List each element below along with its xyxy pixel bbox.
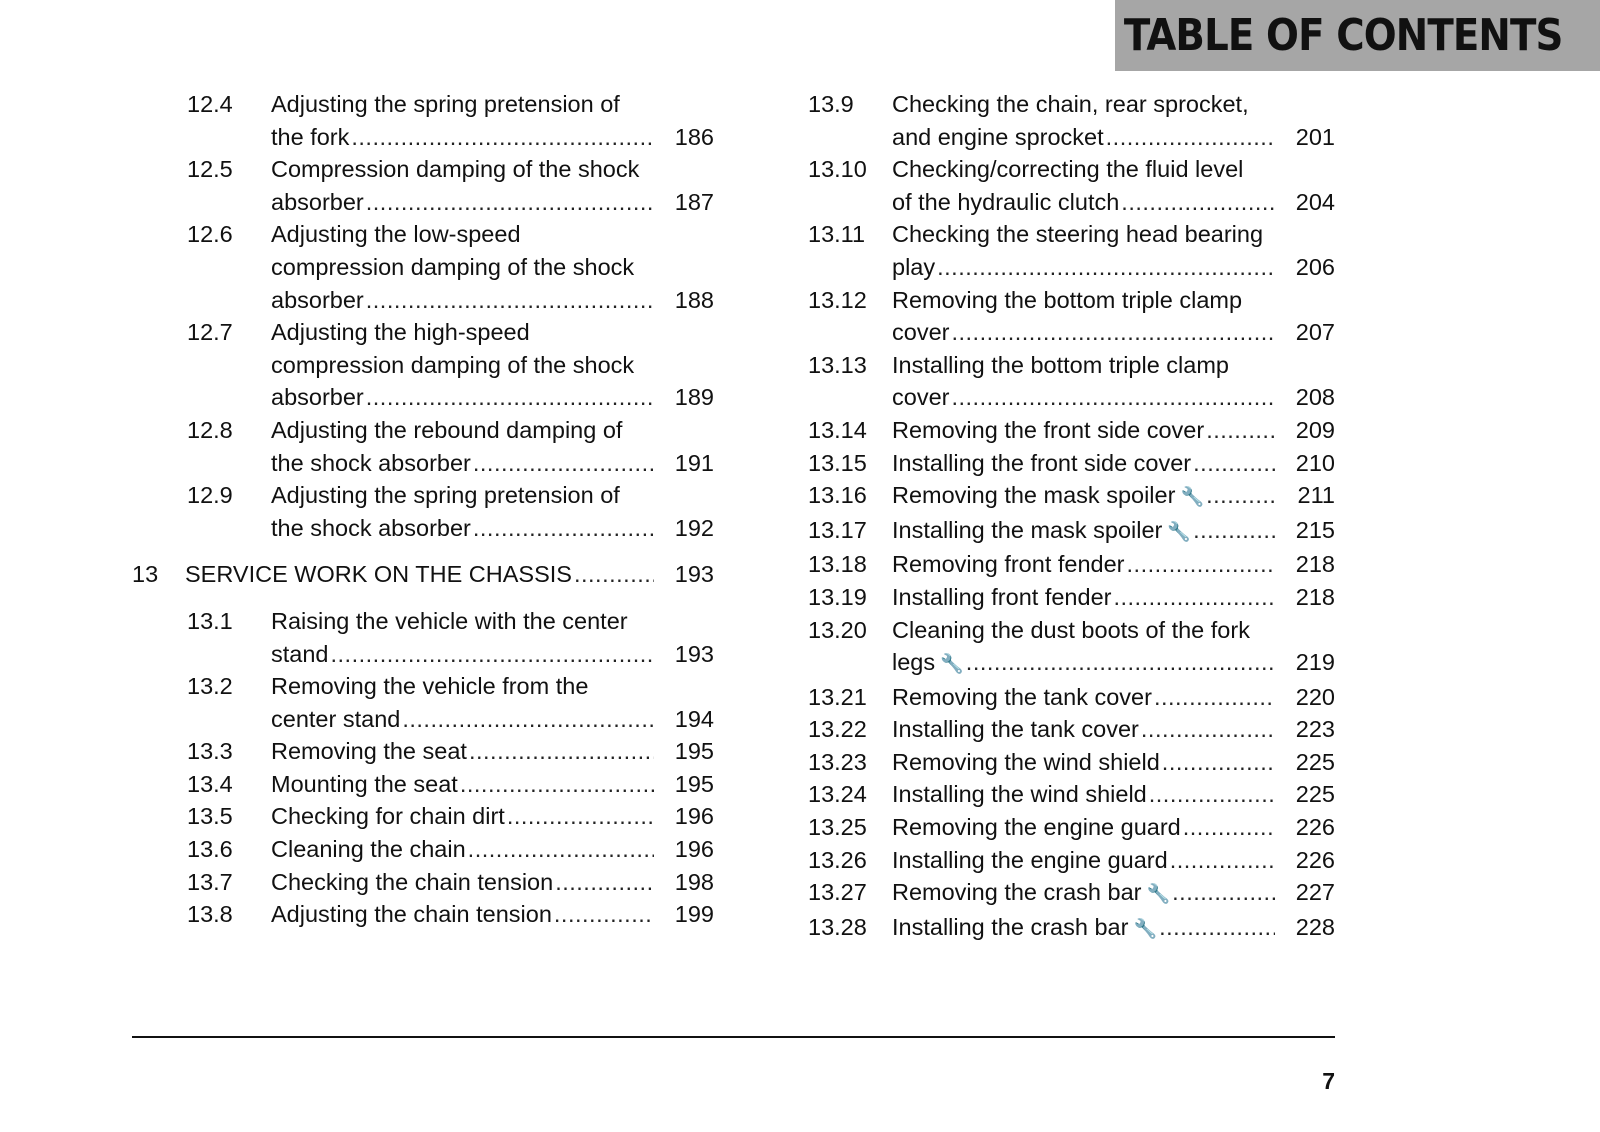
dot-leader — [1149, 778, 1275, 811]
entry-page: 225 — [1295, 781, 1335, 808]
toc-entry-12-8[interactable] — [132, 414, 714, 479]
entry-title-line: Installing the bottom triple clamp — [892, 351, 1229, 378]
dot-leader — [473, 447, 654, 480]
entry-number: 13.4 — [187, 770, 233, 797]
entry-page: 199 — [674, 901, 714, 928]
dot-leader — [1113, 581, 1275, 614]
entry-title-line: Adjusting the high-speed — [271, 319, 530, 346]
entry-page: 198 — [674, 868, 714, 895]
dot-leader — [951, 381, 1275, 414]
toc-entry-13-26[interactable] — [808, 844, 1335, 877]
entry-number: 13.19 — [808, 583, 867, 610]
entry-title-line: Installing the wind shield — [892, 781, 1147, 808]
entry-number: 12.7 — [187, 319, 233, 346]
dot-leader — [1172, 876, 1275, 909]
toc-list-13b — [808, 88, 1335, 945]
chapter-page: 193 — [674, 561, 714, 588]
entry-title-line: cover — [892, 319, 950, 346]
entry-number: 13.28 — [808, 913, 867, 940]
toc-entry-13-13[interactable] — [808, 349, 1335, 414]
dot-leader — [555, 866, 654, 899]
entry-number: 13.20 — [808, 616, 867, 643]
entry-title-line: Removing the wind shield — [892, 748, 1160, 775]
toc-entry-12-5[interactable] — [132, 153, 714, 218]
entry-title-line: Cleaning the chain — [271, 836, 466, 863]
wrench-icon: 🔧 — [1133, 917, 1158, 940]
dot-leader — [1193, 514, 1275, 547]
toc-entry-13-17[interactable] — [808, 514, 1335, 549]
dot-leader — [366, 186, 654, 219]
entry-page: 187 — [674, 188, 714, 215]
entry-title-line: Removing the vehicle from the — [271, 673, 589, 700]
toc-entry-12-9[interactable] — [132, 479, 714, 544]
toc-entry-13-19[interactable] — [808, 581, 1335, 614]
toc-entry-12-4[interactable] — [132, 88, 714, 153]
entry-number: 13.25 — [808, 814, 867, 841]
entry-title-line: Adjusting the low-speed — [271, 221, 521, 248]
entry-page: 227 — [1295, 879, 1335, 906]
entry-title-line: Compression damping of the shock — [271, 156, 640, 183]
entry-title-line: Removing the front side cover — [892, 416, 1205, 443]
footer-rule — [132, 1036, 1335, 1038]
entry-page: 210 — [1295, 449, 1335, 476]
entry-page: 226 — [1295, 814, 1335, 841]
dot-leader — [937, 251, 1275, 284]
dot-leader — [1183, 811, 1275, 844]
toc-entry-13-8[interactable] — [132, 898, 714, 931]
toc-entry-13-15[interactable] — [808, 447, 1335, 480]
toc-chapter-13[interactable] — [132, 558, 714, 591]
toc-left-column — [132, 88, 714, 931]
entry-page: 204 — [1295, 188, 1335, 215]
entry-page: 196 — [674, 803, 714, 830]
toc-entry-13-7[interactable] — [132, 866, 714, 899]
entry-number: 12.9 — [187, 482, 233, 509]
toc-list-12 — [132, 88, 714, 544]
entry-title-line: play — [892, 253, 936, 280]
entry-title-line: the shock absorber — [271, 449, 471, 476]
toc-entry-13-10[interactable] — [808, 153, 1335, 218]
entry-page: 186 — [674, 123, 714, 150]
entry-page: 206 — [1295, 253, 1335, 280]
entry-title-line: Installing the crash bar — [892, 913, 1129, 940]
entry-page: 192 — [674, 514, 714, 541]
entry-title-line: absorber — [271, 384, 364, 411]
dot-leader — [331, 638, 655, 671]
entry-number: 13.6 — [187, 836, 233, 863]
entry-number: 13.22 — [808, 716, 867, 743]
entry-number: 13.18 — [808, 551, 867, 578]
entry-page: 219 — [1295, 649, 1335, 676]
entry-title-line: center stand — [271, 705, 401, 732]
toc-entry-12-7[interactable] — [132, 316, 714, 414]
entry-number: 12.8 — [187, 416, 233, 443]
toc-entry-13-11[interactable] — [808, 218, 1335, 283]
entry-page: 196 — [674, 836, 714, 863]
dot-leader — [402, 703, 654, 736]
toc-entry-13-3[interactable] — [132, 735, 714, 768]
entry-title-line: stand — [271, 640, 329, 667]
entry-title-line: legs — [892, 649, 936, 676]
entry-title-line: Removing the tank cover — [892, 683, 1152, 710]
dot-leader — [351, 121, 654, 154]
entry-page: 218 — [1295, 583, 1335, 610]
toc-entry-13-2[interactable] — [132, 670, 714, 735]
entry-page: 191 — [674, 449, 714, 476]
entry-number: 13.11 — [808, 221, 866, 248]
entry-title-line: Adjusting the spring pretension of — [271, 91, 620, 117]
chapter-number: 13 — [132, 561, 159, 588]
entry-page: 223 — [1295, 716, 1335, 743]
entry-title-line: Raising the vehicle with the center — [271, 607, 628, 634]
dot-leader — [366, 381, 654, 414]
dot-leader — [460, 768, 654, 801]
entry-title-line: Installing the tank cover — [892, 716, 1139, 743]
entry-title-line: Checking for chain dirt — [271, 803, 505, 830]
entry-number: 13.26 — [808, 846, 867, 873]
toc-entry-13-25[interactable] — [808, 811, 1335, 844]
entry-number: 13.14 — [808, 416, 867, 443]
entry-title-line: the shock absorber — [271, 514, 471, 541]
entry-page: 208 — [1295, 384, 1335, 411]
entry-title-line: the fork — [271, 123, 350, 150]
wrench-icon: 🔧 — [1167, 520, 1192, 543]
entry-title-line: Mounting the seat — [271, 770, 458, 797]
wrench-icon: 🔧 — [940, 653, 964, 676]
entry-title-line: Removing the mask spoiler — [892, 482, 1176, 509]
section-title: TABLE OF CONTENTS — [1123, 10, 1562, 61]
dot-leader — [966, 646, 1275, 679]
dot-leader — [468, 833, 654, 866]
entry-title-line: Adjusting the chain tension — [271, 901, 552, 928]
toc-entry-13-12[interactable] — [808, 284, 1335, 349]
toc-entry-13-21[interactable] — [808, 681, 1335, 714]
entry-title-line: Checking the steering head bearing — [892, 221, 1264, 248]
entry-number: 13.16 — [808, 482, 867, 509]
entry-number: 13.21 — [808, 683, 867, 710]
toc-list-13a — [132, 605, 714, 931]
entry-number: 13.15 — [808, 449, 867, 476]
entry-page: 218 — [1295, 551, 1335, 578]
entry-title-line: Adjusting the rebound damping of — [271, 416, 623, 443]
toc-entry-13-1[interactable] — [132, 605, 714, 670]
wrench-icon: 🔧 — [1180, 486, 1205, 509]
entry-title-line: absorber — [271, 286, 364, 313]
toc-entry-13-16[interactable] — [808, 479, 1335, 514]
dot-leader — [1141, 713, 1275, 746]
entry-number: 13.13 — [808, 351, 867, 378]
entry-page: 226 — [1295, 846, 1335, 873]
entry-number: 13.27 — [808, 879, 867, 906]
dot-leader — [1162, 746, 1275, 779]
dot-leader — [469, 735, 654, 768]
dot-leader — [1154, 681, 1275, 714]
entry-page: 207 — [1295, 319, 1335, 346]
toc-entry-13-4[interactable] — [132, 768, 714, 801]
entry-title-line: Checking/correcting the fluid level — [892, 156, 1244, 183]
entry-page: 211 — [1297, 482, 1335, 509]
toc-entry-13-5[interactable] — [132, 800, 714, 833]
toc-entry-13-27[interactable] — [808, 876, 1335, 911]
entry-page: 195 — [674, 770, 714, 797]
page-number: 7 — [1322, 1068, 1335, 1094]
dot-leader — [1127, 548, 1275, 581]
entry-title-line: Installing front fender — [892, 583, 1112, 610]
entry-number: 13.23 — [808, 748, 867, 775]
toc-entry-13-6[interactable] — [132, 833, 714, 866]
toc-right-column — [808, 88, 1335, 945]
entry-title-line: Removing the bottom triple clamp — [892, 286, 1243, 313]
entry-number: 12.5 — [187, 156, 233, 183]
entry-number: 13.24 — [808, 781, 867, 808]
entry-title-line: Checking the chain, rear sprocket, — [892, 91, 1249, 117]
entry-title-line: compression damping of the shock — [271, 253, 635, 280]
entry-page: 189 — [674, 384, 714, 411]
entry-title-line: Installing the front side cover — [892, 449, 1192, 476]
wrench-icon: 🔧 — [1146, 883, 1171, 906]
entry-page: 193 — [674, 640, 714, 667]
entry-title-line: Removing the engine guard — [892, 814, 1181, 841]
toc-entry-13-20[interactable] — [808, 614, 1335, 681]
toc-entry-13-14[interactable] — [808, 414, 1335, 447]
entry-number: 12.4 — [187, 91, 233, 117]
entry-title-line: of the hydraulic clutch — [892, 188, 1120, 215]
entry-number: 13.7 — [187, 868, 233, 895]
entry-number: 12.6 — [187, 221, 233, 248]
toc-entry-13-24[interactable] — [808, 778, 1335, 811]
dot-leader — [366, 284, 654, 317]
dot-leader — [507, 800, 654, 833]
entry-title-line: Checking the chain tension — [271, 868, 554, 895]
entry-page: 220 — [1295, 683, 1335, 710]
entry-page: 215 — [1295, 516, 1335, 543]
dot-leader — [1159, 911, 1275, 944]
toc-entry-13-28[interactable] — [808, 911, 1335, 946]
entry-title-line: compression damping of the shock — [271, 351, 635, 378]
dot-leader — [1193, 447, 1275, 480]
entry-title-line: cover — [892, 384, 950, 411]
entry-title-line: Adjusting the spring pretension of — [271, 482, 620, 509]
toc-entry-13-9[interactable] — [808, 88, 1335, 153]
dot-leader — [1206, 479, 1275, 512]
toc-entry-13-22[interactable] — [808, 713, 1335, 746]
entry-title-line: Removing front fender — [892, 551, 1125, 578]
entry-number: 13.9 — [808, 91, 854, 117]
entry-number: 13.10 — [808, 156, 867, 183]
dot-leader — [473, 512, 654, 545]
entry-number: 13.17 — [808, 516, 867, 543]
entry-title-line: Installing the engine guard — [892, 846, 1168, 873]
entry-number: 13.8 — [187, 901, 233, 928]
entry-title-line: Cleaning the dust boots of the fork — [892, 616, 1250, 643]
toc-entry-12-6[interactable] — [132, 218, 714, 316]
entry-page: 225 — [1295, 748, 1335, 775]
entry-number: 13.1 — [187, 607, 233, 634]
entry-page: 228 — [1295, 913, 1335, 940]
entry-page: 195 — [674, 738, 714, 765]
entry-number: 13.5 — [187, 803, 233, 830]
entry-number: 13.3 — [187, 738, 233, 765]
entry-title-line: Removing the crash bar — [892, 879, 1142, 906]
entry-page: 209 — [1295, 416, 1335, 443]
dot-leader — [554, 898, 654, 931]
entry-title-line: Installing the mask spoiler — [892, 516, 1163, 543]
chapter-title: SERVICE WORK ON THE CHASSIS — [185, 561, 572, 588]
toc-entry-13-23[interactable] — [808, 746, 1335, 779]
dot-leader — [951, 316, 1275, 349]
entry-number: 13.12 — [808, 286, 867, 313]
entry-title-line: and engine sprocket — [892, 123, 1104, 150]
toc-entry-13-18[interactable] — [808, 548, 1335, 581]
entry-page: 188 — [674, 286, 714, 313]
dot-leader — [1121, 186, 1275, 219]
dot-leader — [1206, 414, 1275, 447]
entry-title-line: Removing the seat — [271, 738, 467, 765]
dot-leader — [1106, 121, 1275, 154]
dot-leader — [1170, 844, 1275, 877]
entry-page: 194 — [674, 705, 714, 732]
entry-page: 201 — [1295, 123, 1335, 150]
entry-number: 13.2 — [187, 673, 233, 700]
entry-title-line: absorber — [271, 188, 364, 215]
section-header-bar — [1115, 0, 1600, 71]
dot-leader — [574, 558, 654, 591]
